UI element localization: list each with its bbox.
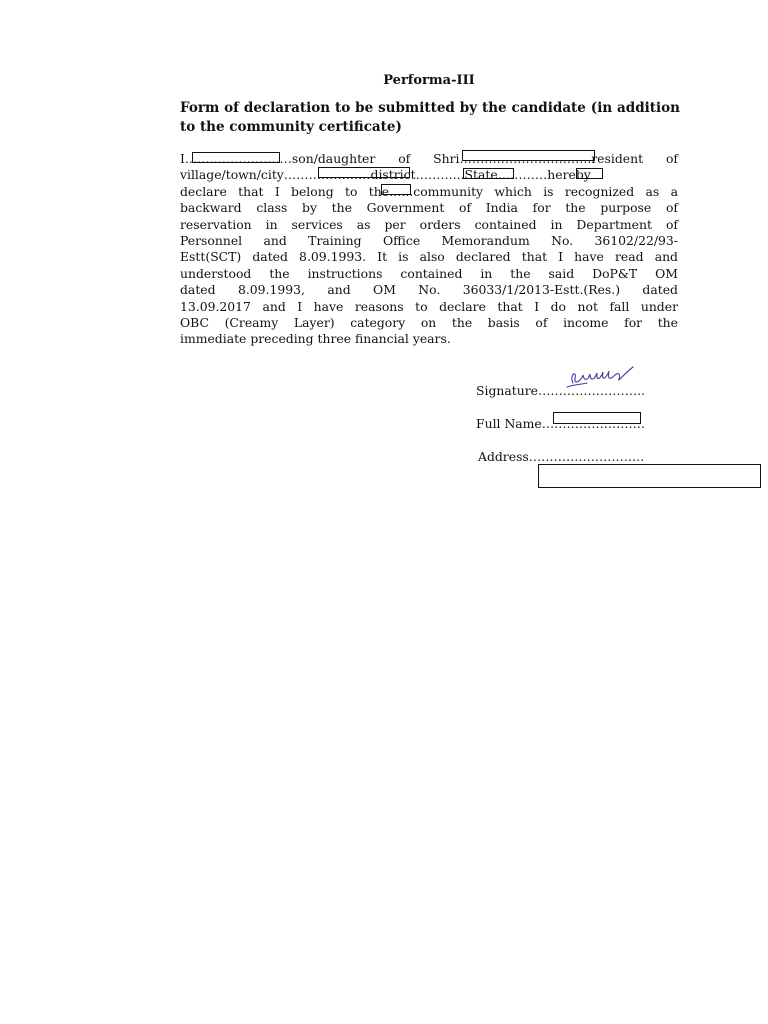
full-name-line: Full Name……………………. [476,416,645,431]
body-line: declare that I belong to the…...community which is recognized as a [180,183,678,199]
document-subtitle: Form of declaration to be submitted by the candidate (in addition to the community certificate) [180,100,680,135]
district-field[interactable] [463,168,514,179]
community-field[interactable] [381,184,411,195]
village-town-city-field[interactable] [318,167,410,178]
signature-line: Signature…………………….. [476,383,645,398]
state-field[interactable] [576,168,603,179]
address-line: Address………………………. [478,449,645,464]
body-line: village/town/city…………………district………...State…………hereby [180,167,591,183]
full-name-field[interactable] [553,412,641,424]
body-line: OBC (Creamy Layer) category on the basis of income for the [180,315,678,330]
body-line: backward class by the Government of India for the purpose of [180,200,678,216]
body-line: dated 8.09.1993, and OM No. 36033/1/2013-Estt.(Res.) dated [180,282,678,298]
body-line: Personnel and Training Office Memorandum No. 36102/22/93- [180,233,678,248]
body-line: reservation in services as per orders contained in Department of [180,216,678,232]
body-line: 13.09.2017 and I have reasons to declare that I do not fall under [180,298,678,314]
father-name-field[interactable] [462,150,595,161]
address-field[interactable] [538,464,761,488]
body-line: immediate preceding three financial years. [180,331,451,347]
candidate-name-field[interactable] [192,152,280,163]
body-line: Estt(SCT) dated 8.09.1993. It is also declared that I have read and [180,249,678,265]
body-line: I.………………….…son/daughter of Shri…………………………..resident of [180,151,678,166]
body-line: understood the instructions contained in the said DoP&T OM [180,265,678,281]
document-title: Performa-III [383,73,475,88]
